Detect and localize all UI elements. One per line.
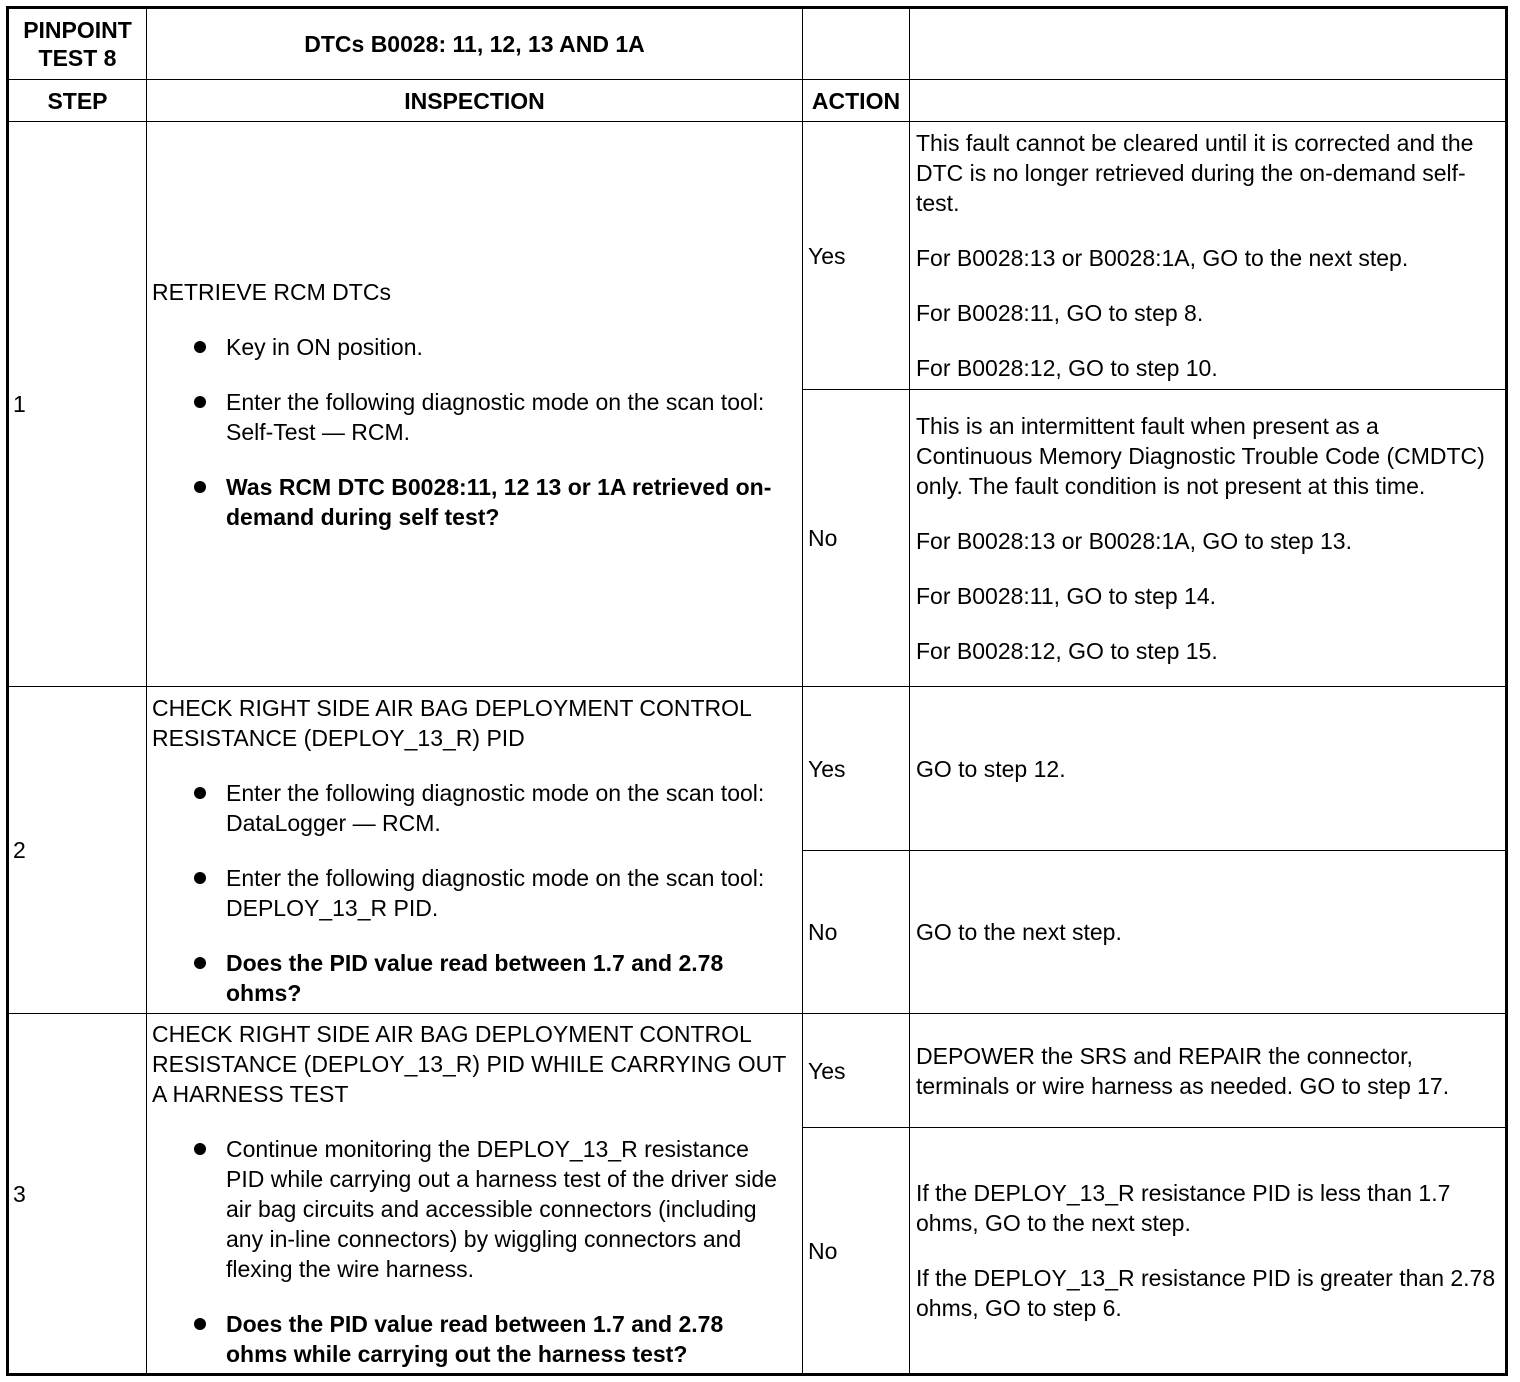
bullet-icon <box>194 787 206 799</box>
answer-yes: Yes <box>803 1014 910 1128</box>
inspection-bullet: Enter the following diagnostic mode on the scan tool: DEPLOY_13_R PID. <box>194 863 788 923</box>
bullet-icon <box>194 1143 206 1155</box>
answer-yes: Yes <box>803 122 910 390</box>
action-text: If the DEPLOY_13_R resistance PID is greater than 2.78 ohms, GO to step 6. <box>916 1265 1496 1321</box>
inspection-question: Does the PID value read between 1.7 and 2.78 ohms? <box>194 948 788 1008</box>
column-header-step: STEP <box>9 80 147 122</box>
bullet-icon <box>194 341 206 353</box>
step-title: CHECK RIGHT SIDE AIR BAG DEPLOYMENT CONTROL RESISTANCE (DEPLOY_13_R) PID WHILE CARRYING OUT A HARNESS TEST <box>152 1020 786 1107</box>
action-text: If the DEPLOY_13_R resistance PID is less than 1.7 ohms, GO to the next step. <box>916 1180 1451 1236</box>
inspection-question: Does the PID value read between 1.7 and 2.78 ohms while carrying out the harness test? <box>194 1309 788 1369</box>
step-2-inspection <box>147 687 803 1014</box>
column-header-blank <box>910 80 1505 122</box>
answer-no: No <box>803 851 910 1014</box>
step-number: 1 <box>9 122 147 687</box>
answer-no: No <box>803 1128 910 1373</box>
answer-yes: Yes <box>803 687 910 851</box>
column-header-action: ACTION <box>803 80 910 122</box>
action-text: For B0028:11, GO to step 14. <box>916 582 1217 609</box>
bullet-icon <box>194 481 206 493</box>
step-number: 3 <box>9 1014 147 1373</box>
action-text: For B0028:11, GO to step 8. <box>916 300 1204 326</box>
step-2-no-action <box>910 851 1505 1014</box>
action-text: For B0028:13 or B0028:1A, GO to step 13. <box>916 527 1352 554</box>
step-title: CHECK RIGHT SIDE AIR BAG DEPLOYMENT CONTROL RESISTANCE (DEPLOY_13_R) PID <box>152 694 751 751</box>
test-title: DTCs B0028: 11, 12, 13 AND 1A <box>147 9 803 80</box>
step-3-no-action <box>910 1128 1505 1373</box>
bullet-icon <box>194 1318 206 1330</box>
action-text: This is an intermittent fault when present as a Continuous Memory Diagnostic Trouble Code (CMDTC) only. The fault condition is not present at this time. <box>916 412 1485 499</box>
inspection-bullet: Enter the following diagnostic mode on the scan tool: DataLogger — RCM. <box>194 778 788 838</box>
pinpoint-test-label: PINPOINT TEST 8 <box>9 9 147 80</box>
action-text: For B0028:13 or B0028:1A, GO to the next step. <box>916 245 1409 271</box>
pinpoint-test-table <box>6 6 1508 1376</box>
step-1-yes-action <box>910 122 1505 390</box>
action-text: GO to the next step. <box>916 919 1122 945</box>
header-blank-action <box>803 9 910 80</box>
bullet-icon <box>194 957 206 969</box>
column-header-inspection: INSPECTION <box>147 80 803 122</box>
step-title: RETRIEVE RCM DTCs <box>152 278 391 305</box>
action-text: For B0028:12, GO to step 10. <box>916 355 1218 381</box>
step-2-yes-action <box>910 687 1505 851</box>
inspection-bullet: Key in ON position. <box>194 332 788 362</box>
step-1-inspection <box>147 122 803 687</box>
bullet-icon <box>194 396 206 408</box>
step-3-yes-action <box>910 1014 1505 1128</box>
step-number: 2 <box>9 687 147 1014</box>
inspection-bullet: Continue monitoring the DEPLOY_13_R resistance PID while carrying out a harness test of the driver side air bag circuits and accessible connectors (including any in-line connectors) by wiggling connectors and flexing the wire harness. <box>194 1134 788 1284</box>
action-text: DEPOWER the SRS and REPAIR the connector, terminals or wire harness as needed. GO to step 17. <box>916 1042 1450 1099</box>
step-1-no-action <box>910 390 1505 687</box>
answer-no: No <box>803 390 910 687</box>
action-text: For B0028:12, GO to step 15. <box>916 637 1218 664</box>
header-blank-response <box>910 9 1505 80</box>
bullet-icon <box>194 872 206 884</box>
action-text: GO to step 12. <box>916 755 1066 782</box>
step-3-inspection <box>147 1014 803 1373</box>
inspection-question: Was RCM DTC B0028:11, 12 13 or 1A retrieved on-demand during self test? <box>194 472 788 532</box>
inspection-bullet: Enter the following diagnostic mode on the scan tool: Self-Test — RCM. <box>194 387 788 447</box>
action-text: This fault cannot be cleared until it is corrected and the DTC is no longer retrieved during the on-demand self-test. <box>916 130 1474 216</box>
